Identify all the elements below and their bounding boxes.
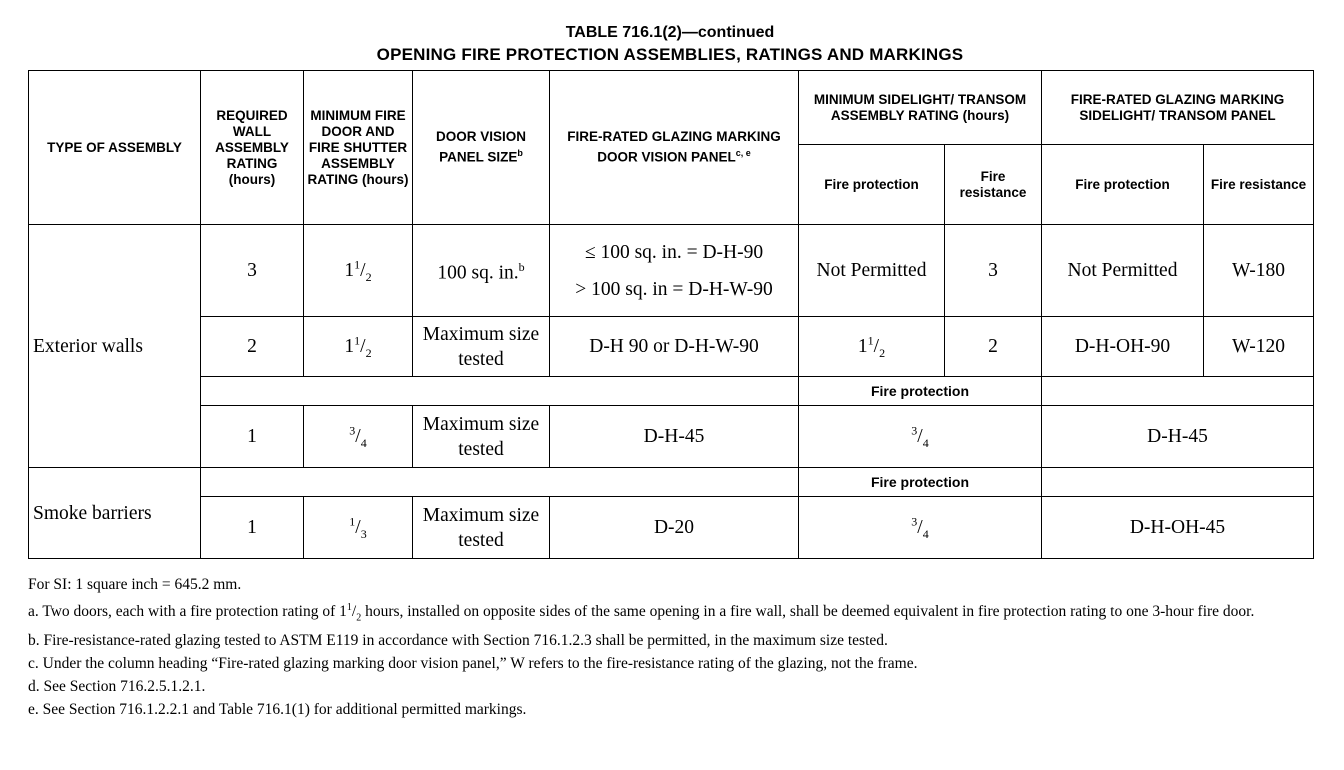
cell-vision-size: Maximum size tested: [413, 406, 550, 468]
cell-marking-fire-protection: D-H-OH-90: [1042, 317, 1204, 377]
table-row: [29, 497, 1314, 559]
cell-marking-fire-resistance: W-180: [1204, 225, 1314, 317]
header-type-of-assembly: TYPE OF ASSEMBLY: [29, 71, 201, 225]
header-glazing-marking-sidelight: FIRE-RATED GLAZING MARKING SIDELIGHT/ TRANSOM PANEL: [1042, 71, 1314, 145]
table-subheader-row: [29, 468, 1314, 497]
cell-door-rating: $^1/_3$: [304, 497, 413, 559]
cell-door-rating: $^3/_4$: [304, 406, 413, 468]
cell-door-rating: $1^1/_2$: [304, 317, 413, 377]
cell-sidelight-fire-resistance: 3: [945, 225, 1042, 317]
header-wall-rating: REQUIRED WALL ASSEMBLY RATING (hours): [201, 71, 304, 225]
header-sidelight-fire-protection: Fire protection: [799, 145, 945, 225]
cell-sidelight-fire-protection: Not Permitted: [799, 225, 945, 317]
footnote-d: d. See Section 716.2.5.1.2.1.: [28, 678, 206, 696]
footnote-si: For SI: 1 square inch = 645.2 mm.: [28, 576, 242, 593]
table-row: [29, 317, 1314, 377]
cell-sidelight-rating: $^3/_4$: [799, 497, 1042, 559]
cell-sidelight-rating: $^3/_4$: [799, 406, 1042, 468]
header-sidelight-rating: MINIMUM SIDELIGHT/ TRANSOM ASSEMBLY RATING (hours): [799, 71, 1042, 145]
cell-glazing-marking: ≤ 100 sq. in. = D-H-90 > 100 sq. in = D-H-W-90: [550, 225, 799, 317]
header-door-rating: MINIMUM FIRE DOOR AND FIRE SHUTTER ASSEMBLY RATING (hours): [304, 71, 413, 225]
footnote-c: c. Under the column heading “Fire-rated glazing marking door vision panel,” W refers to the fire-resistance rating of the glazing, not the frame.: [28, 655, 918, 673]
table-title: TABLE 716.1(2)—continued: [565, 24, 775, 41]
header-glazing-marking-door: FIRE-RATED GLAZING MARKING DOOR VISION PANEL$^{c, e}$: [550, 71, 799, 225]
cell-wall-rating: 1: [201, 406, 304, 468]
header-sidelight-fire-resistance: Fire resistance: [945, 145, 1042, 225]
footnote-b: b. Fire-resistance-rated glazing tested to ASTM E119 in accordance with Section 716.1.2.3 shall be permitted, in the maximum size tested.: [28, 632, 888, 650]
blank-cell: [1042, 468, 1314, 497]
cell-glazing-marking: D-20: [550, 497, 799, 559]
cell-glazing-marking: D-H 90 or D-H-W-90: [550, 317, 799, 377]
fire-protection-table: [28, 70, 1314, 559]
cell-door-rating: $1^1/_2$: [304, 225, 413, 317]
table-subtitle: OPENING FIRE PROTECTION ASSEMBLIES, RATINGS AND MARKINGS: [376, 45, 964, 64]
cell-vision-size: Maximum size tested: [413, 317, 550, 377]
table-row: [29, 225, 1314, 317]
subheader-fire-protection: Fire protection: [799, 468, 1042, 497]
cell-wall-rating: 1: [201, 497, 304, 559]
row-label-exterior-walls: Exterior walls: [29, 225, 201, 468]
cell-glazing-marking: D-H-45: [550, 406, 799, 468]
blank-cell: [201, 377, 799, 406]
table-row: [29, 406, 1314, 468]
row-label-smoke-barriers: Smoke barriers: [29, 468, 201, 559]
cell-sidelight-fire-resistance: 2: [945, 317, 1042, 377]
cell-marking: D-H-45: [1042, 406, 1314, 468]
cell-wall-rating: 3: [201, 225, 304, 317]
footnote-e: e. See Section 716.1.2.2.1 and Table 716.1(1) for additional permitted markings.: [28, 701, 527, 719]
cell-vision-size: Maximum size tested: [413, 497, 550, 559]
cell-wall-rating: 2: [201, 317, 304, 377]
header-vision-panel-size: DOOR VISION PANEL SIZE$^b$: [413, 71, 550, 225]
footnotes: [28, 575, 1318, 723]
cell-sidelight-fire-protection: $1^1/_2$: [799, 317, 945, 377]
footnote-a: a. Two doors, each with a fire protection rating of $1^1/_2$ hours, installed on opposite sides of the same opening in a fire wall, shall be deemed equivalent in fire protection rating to one 3-hour fire door.: [28, 602, 1255, 624]
header-marking-fire-resistance: Fire resistance: [1204, 145, 1314, 225]
cell-marking-fire-resistance: W-120: [1204, 317, 1314, 377]
blank-cell: [1042, 377, 1314, 406]
header-marking-fire-protection: Fire protection: [1042, 145, 1204, 225]
cell-vision-size: 100 sq. in.$^b$: [413, 225, 550, 317]
blank-cell: [201, 468, 799, 497]
cell-marking-fire-protection: Not Permitted: [1042, 225, 1204, 317]
cell-marking: D-H-OH-45: [1042, 497, 1314, 559]
subheader-fire-protection: Fire protection: [799, 377, 1042, 406]
table-subheader-row: [29, 377, 1314, 406]
